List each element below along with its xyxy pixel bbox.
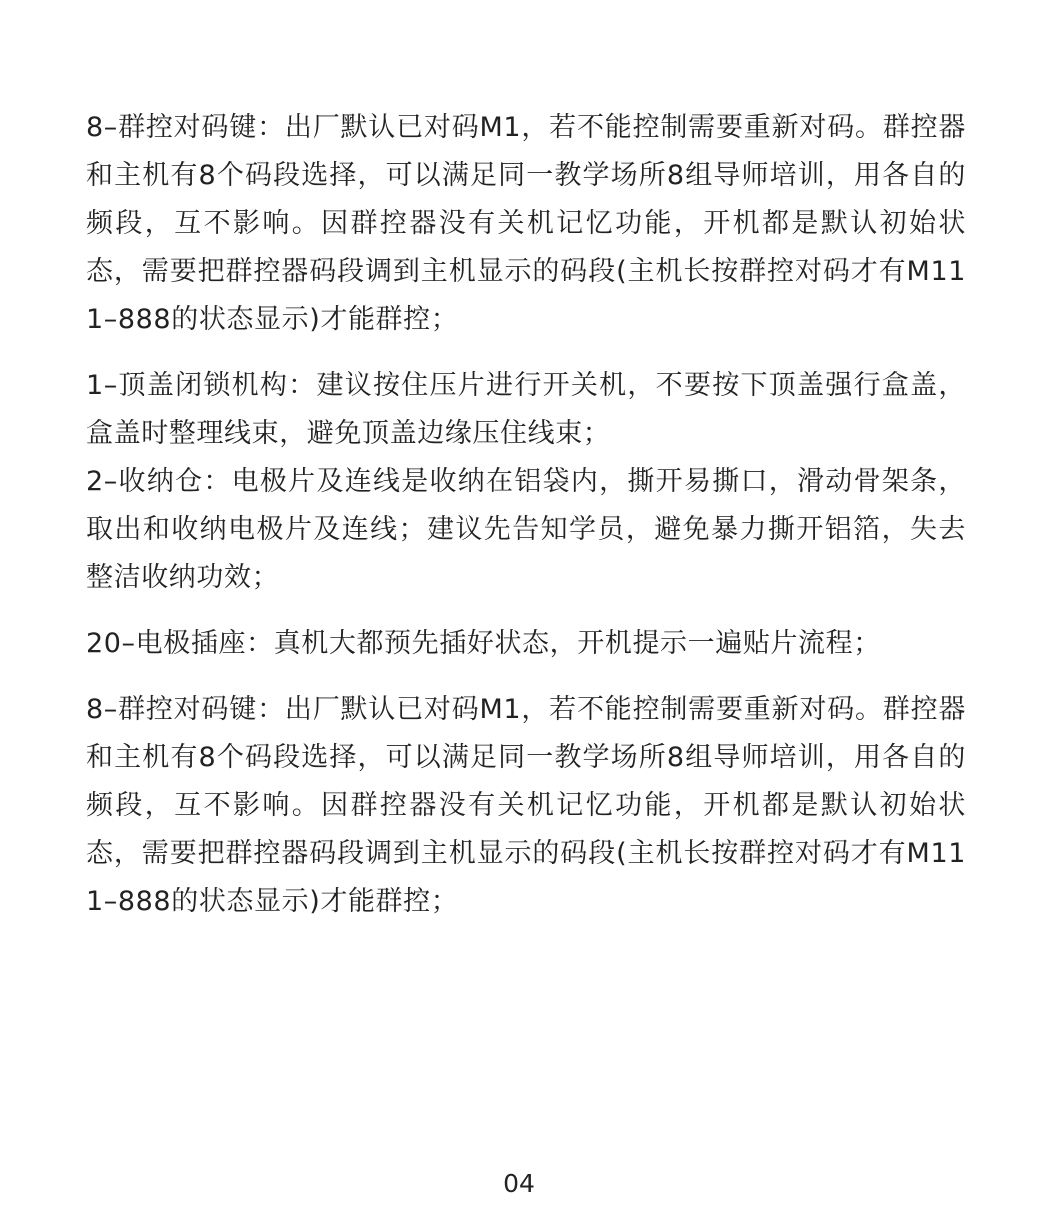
paragraph-group-pairing-key: 8–群控对码键：出厂默认已对码M1，若不能控制需要重新对码。群控器和主机有8个码段选择，可以满足同一教学场所8组导师培训，用各自的频段，互不影响。因群控器没有关机记忆功能，开机都是默认初始状态，需要把群控器码段调到主机显示的码段(主机长按群控对码才有M111–888的状态显示)才能群控； xyxy=(86,112,966,335)
paragraph-top-cover-lock: 1–顶盖闭锁机构：建议按住压片进行开关机，不要按下顶盖强行盒盖，盒盖时整理线束，避免顶盖边缘压住线束； xyxy=(86,370,966,449)
paragraph-storage-compartment: 2–收纳仓：电极片及连线是收纳在铝袋内，撕开易撕口，滑动骨架条，取出和收纳电极片及连线；建议先告知学员，避免暴力撕开铝箔，失去整洁收纳功效； xyxy=(86,466,966,593)
page-body xyxy=(86,104,966,926)
paragraph-group-pairing-key-repeat: 8–群控对码键：出厂默认已对码M1，若不能控制需要重新对码。群控器和主机有8个码段选择，可以满足同一教学场所8组导师培训，用各自的频段，互不影响。因群控器没有关机记忆功能，开机都是默认初始状态，需要把群控器码段调到主机显示的码段(主机长按群控对码才有M111–888的状态显示)才能群控； xyxy=(86,694,966,917)
page-number: 04 xyxy=(503,1169,535,1198)
paragraph-electrode-socket: 20–电极插座：真机大都预先插好状态，开机提示一遍贴片流程； xyxy=(86,628,881,659)
